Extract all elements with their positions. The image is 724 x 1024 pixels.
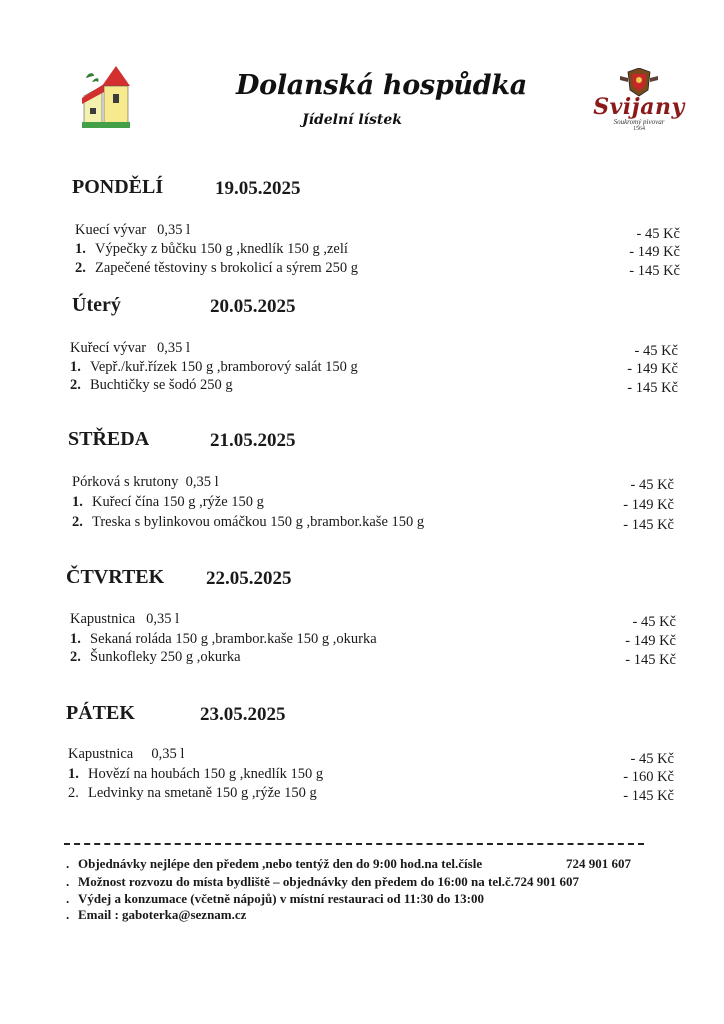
day-name: PÁTEK: [66, 702, 135, 724]
brewery-tagline: Soukromý pivovar: [613, 118, 665, 126]
price: - 45 Kč: [632, 614, 676, 630]
price: - 145 Kč: [625, 652, 676, 668]
meal-number: 1.: [70, 359, 81, 375]
price: - 45 Kč: [634, 343, 678, 359]
meal-number: 1.: [75, 241, 86, 257]
meal-number: 2.: [75, 260, 86, 276]
meal-item: [72, 494, 264, 511]
bullet-icon: .: [66, 856, 70, 871]
meal-number: 2.: [70, 649, 81, 665]
meal-text: Vepř./kuř.řízek 150 g ,bramborový salát 150 g: [90, 359, 358, 375]
note-text: Objednávky nejlépe den předem ,nebo tentýž den do 9:00 hod.na tel.čísle: [78, 856, 483, 871]
soup-name: Kapustnica: [68, 746, 134, 762]
price: - 160 Kč: [623, 769, 674, 785]
soup-name: Pórková s krutony: [72, 474, 179, 490]
price: - 149 Kč: [623, 497, 674, 513]
soup-qty: 0,35 l: [146, 611, 180, 627]
note-text: Možnost rozvozu do místa bydliště – objednávky den předem do 16:00 na tel.č.724 901 607: [78, 874, 579, 889]
soup-name: Kuřecí vývar: [70, 340, 147, 356]
soup-qty: 0,35 l: [151, 746, 185, 762]
menu-subtitle: Jídelní lístek: [302, 112, 402, 128]
email-text: Email : gaboterka@seznam.cz: [78, 907, 247, 922]
dashed-separator: [64, 843, 644, 845]
price: - 145 Kč: [623, 788, 674, 804]
soup-item: [68, 746, 184, 763]
restaurant-title: Dolanská hospůdka: [236, 70, 527, 101]
meal-number: 2.: [72, 514, 83, 530]
meal-text: Treska s bylinkovou omáčkou 150 g ,brambor.kaše 150 g: [92, 514, 425, 530]
meal-number: 2.: [68, 785, 79, 801]
bullet-icon: .: [66, 907, 70, 922]
meal-item: [68, 766, 323, 783]
note-text: Výdej a konzumace (včetně nápojů) v místní restauraci od 11:30 do 13:00: [78, 891, 484, 906]
day-name: STŘEDA: [68, 428, 150, 450]
price: - 45 Kč: [630, 751, 674, 767]
note-line: [66, 856, 631, 872]
soup-qty: 0,35 l: [185, 474, 219, 490]
brewery-logo: [584, 68, 694, 138]
bullet-icon: .: [66, 874, 70, 889]
restaurant-logo-icon: [80, 64, 132, 128]
soup-item: [70, 340, 190, 357]
soup-item: [70, 611, 179, 628]
meal-text: Zapečené těstoviny s brokolicí a sýrem 250 g: [95, 260, 358, 276]
price: - 45 Kč: [630, 477, 674, 493]
meal-text: Kuřecí čína 150 g ,rýže 150 g: [92, 494, 264, 510]
meal-number: 1.: [68, 766, 79, 782]
day-name: Úterý: [72, 294, 121, 316]
day-date: 23.05.2025: [200, 704, 286, 725]
brewery-name: Svijany: [593, 94, 685, 120]
phone-number: 724 901 607: [566, 856, 631, 871]
bullet-icon: .: [66, 891, 70, 906]
day-date: 21.05.2025: [210, 430, 296, 451]
price: - 149 Kč: [629, 244, 680, 260]
price: - 145 Kč: [629, 263, 680, 279]
soup-item: [72, 474, 219, 491]
meal-item: [70, 359, 358, 376]
soup-name: Kapustnica: [70, 611, 136, 627]
soup-name: Kuecí vývar: [75, 222, 147, 238]
meal-text: Šunkofleky 250 g ,okurka: [90, 649, 241, 665]
meal-text: Hovězí na houbách 150 g ,knedlík 150 g: [88, 766, 324, 782]
note-line: [66, 891, 484, 907]
meal-number: 2.: [70, 377, 81, 393]
price: - 145 Kč: [627, 380, 678, 396]
day-name: PONDĚLÍ: [72, 176, 164, 198]
meal-number: 1.: [70, 631, 81, 647]
day-date: 22.05.2025: [206, 568, 292, 589]
day-date: 19.05.2025: [215, 178, 301, 199]
meal-item: [75, 241, 348, 258]
soup-item: [75, 222, 190, 239]
day-date: 20.05.2025: [210, 296, 296, 317]
meal-item: [72, 514, 424, 531]
meal-item: [68, 785, 317, 802]
note-line: [66, 874, 579, 890]
brewery-year: 1564: [633, 126, 645, 132]
meal-item: [75, 260, 358, 277]
note-line: [66, 907, 246, 923]
soup-qty: 0,35 l: [157, 222, 191, 238]
day-name: ČTVRTEK: [66, 566, 165, 588]
meal-item: [70, 377, 233, 394]
soup-qty: 0,35 l: [156, 340, 190, 356]
price: - 149 Kč: [627, 361, 678, 377]
meal-text: Ledvinky na smetaně 150 g ,rýže 150 g: [88, 785, 317, 801]
meal-item: [70, 649, 241, 666]
meal-text: Sekaná roláda 150 g ,brambor.kaše 150 g ,okurka: [90, 631, 377, 647]
meal-text: Výpečky z bůčku 150 g ,knedlík 150 g ,zelí: [95, 241, 348, 257]
meal-item: [70, 631, 377, 648]
price: - 45 Kč: [636, 226, 680, 242]
price: - 149 Kč: [625, 633, 676, 649]
meal-text: Buchtičky se šodó 250 g: [90, 377, 233, 393]
meal-number: 1.: [72, 494, 83, 510]
price: - 145 Kč: [623, 517, 674, 533]
